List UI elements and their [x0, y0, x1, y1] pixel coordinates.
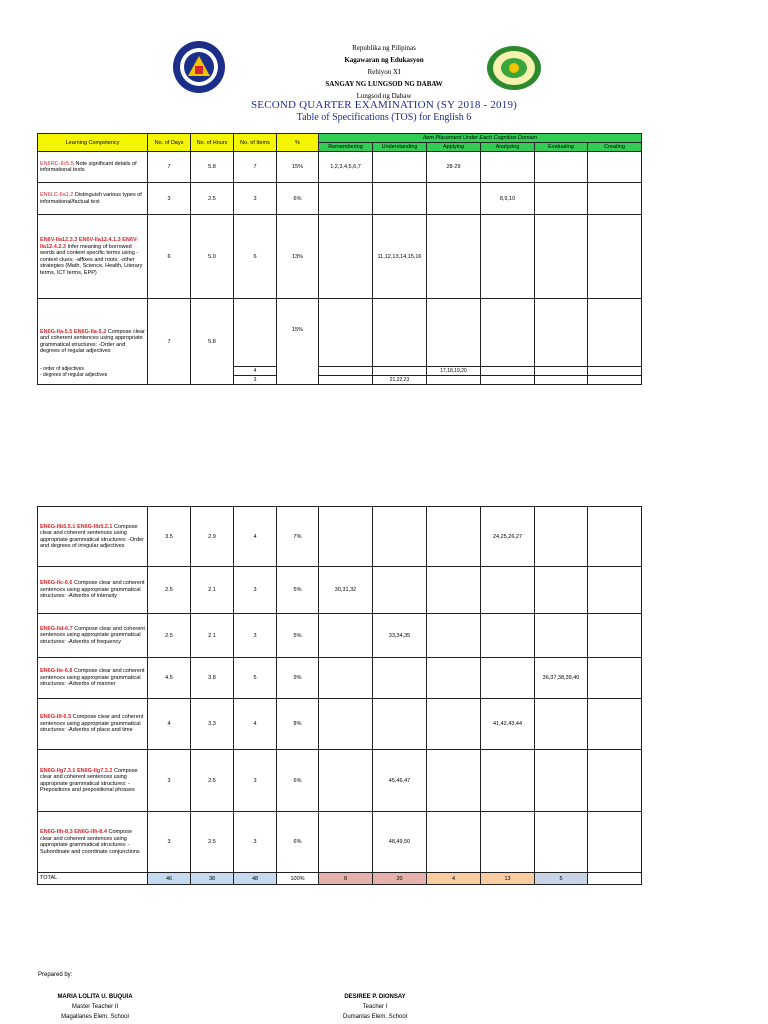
competency-text: Compose clear and coherent sentences using appropriate grammatical structures: -Adverbs of intensity — [40, 580, 145, 600]
items-cell: 7 — [234, 152, 277, 183]
evaluating-cell — [535, 215, 588, 299]
signatory-1-school: Magallanes Elem. School — [61, 1014, 129, 1020]
evaluating-cell — [535, 152, 588, 183]
hours-cell: 2.5 — [191, 812, 234, 873]
analyzing-cell: 8,9,10 — [481, 183, 535, 215]
table-row — [38, 614, 642, 658]
competency-code: EN6LC-IIa1.2 — [40, 192, 74, 198]
th-applying: Applying — [427, 143, 481, 152]
days-cell: 7 — [148, 152, 191, 183]
hours-cell: 3.3 — [191, 699, 234, 750]
subrow-labels — [40, 366, 107, 378]
applying-cell — [427, 567, 481, 614]
evaluating-cell — [535, 812, 588, 873]
evaluating-cell — [535, 367, 588, 376]
items-cell: 4 — [234, 699, 277, 750]
percent-cell: 7% — [277, 507, 319, 567]
competency-cell — [38, 507, 148, 567]
creating-cell — [588, 699, 642, 750]
competency-cell — [38, 614, 148, 658]
hours-cell: 2.9 — [191, 507, 234, 567]
table-row — [38, 699, 642, 750]
competency-code: EN6G-IIg7.3.1 EN6G-IIg7.3.2 — [40, 767, 113, 774]
competency-text: Compose clear and coherent sentences using appropriate grammatical structures: -Adverbs of place and time — [40, 714, 144, 734]
analyzing-cell — [481, 299, 535, 367]
table-row — [38, 658, 642, 699]
th-creating: Creating — [588, 143, 642, 152]
analyzing-cell — [481, 812, 535, 873]
creating-cell — [588, 567, 642, 614]
applying-cell — [427, 215, 481, 299]
percent-cell: 5% — [277, 567, 319, 614]
understanding-cell: 33,34,35 — [373, 614, 427, 658]
competency-cell — [38, 812, 148, 873]
hours-cell: 2.1 — [191, 567, 234, 614]
competency-code: EN6G-IIa-5.5 EN6G-IIa-5.2 — [40, 328, 107, 335]
competency-cell — [38, 658, 148, 699]
percent-cell: 8% — [277, 699, 319, 750]
remembering-cell — [319, 750, 373, 812]
applying-cell — [427, 750, 481, 812]
applying-cell — [427, 658, 481, 699]
understanding-cell — [373, 299, 427, 367]
hours-cell: 2.1 — [191, 614, 234, 658]
subrow-label-degrees: - degrees of regular adjectives — [40, 372, 108, 378]
evaluating-cell: 36,37,38,39,40 — [535, 658, 588, 699]
evaluating-cell — [535, 183, 588, 215]
days-cell: 6 — [148, 215, 191, 299]
items-cell: 3 — [234, 567, 277, 614]
total-analyzing: 13 — [481, 873, 535, 885]
total-items: 48 — [234, 873, 277, 885]
total-row — [38, 873, 642, 885]
creating-cell — [588, 658, 642, 699]
competency-cell — [38, 567, 148, 614]
applying-cell — [427, 507, 481, 567]
hours-cell: 3.8 — [191, 658, 234, 699]
competency-cell — [38, 699, 148, 750]
days-cell: 2.5 — [148, 567, 191, 614]
competency-code: EN6G-IIe-6.8 — [40, 668, 73, 675]
evaluating-cell — [535, 699, 588, 750]
percent-cell: 9% — [277, 658, 319, 699]
creating-cell — [588, 812, 642, 873]
percent-cell: 13% — [277, 215, 319, 299]
competency-cell — [38, 152, 148, 183]
creating-cell — [588, 152, 642, 183]
competency-text: Compose clear and coherent sentences using appropriate grammatical structures: -Prepositions and prepositional phrases — [40, 767, 138, 793]
remembering-cell — [319, 658, 373, 699]
creating-cell — [588, 299, 642, 367]
th-items: No. of Items — [234, 134, 277, 152]
days-cell: 4.5 — [148, 658, 191, 699]
applying-cell — [427, 812, 481, 873]
understanding-cell — [373, 183, 427, 215]
hours-cell: 2.5 — [191, 183, 234, 215]
percent-cell: 6% — [277, 750, 319, 812]
items-cell: 3 — [234, 812, 277, 873]
competency-text: Note significant details of informational texts — [40, 160, 137, 173]
items-cell: 3 — [234, 750, 277, 812]
understanding-cell: 21,22,23 — [373, 376, 427, 385]
competency-code: EN6V-IIa12.3.3 EN6V-IIa12.4.1.3 EN6V-IIa12.4.2.3 — [40, 237, 139, 250]
competency-cell — [38, 183, 148, 215]
percent-cell: 15% — [277, 299, 319, 385]
table-row — [38, 750, 642, 812]
evaluating-cell — [535, 299, 588, 367]
days-cell: 2.5 — [148, 614, 191, 658]
percent-cell: 6% — [277, 183, 319, 215]
table-row — [38, 299, 642, 367]
analyzing-cell — [481, 567, 535, 614]
remembering-cell — [319, 376, 373, 385]
understanding-cell — [373, 699, 427, 750]
table-row — [38, 567, 642, 614]
table-row — [38, 812, 642, 873]
understanding-cell — [373, 367, 427, 376]
table-row — [38, 215, 642, 299]
total-evaluating: 5 — [535, 873, 588, 885]
subrow-items: 3 — [234, 376, 277, 385]
competency-code: EN6G-IIb5.5.1 EN6G-IIb5.2.1 — [40, 523, 113, 530]
header-republika: Republika ng Pilipinas — [352, 44, 416, 52]
competency-text: Compose clear and coherent sentences using appropriate grammatical structures: -Order and degrees of irregular adjectives — [40, 523, 144, 549]
competency-code: EN6G-IIf-6.5 — [40, 714, 72, 721]
applying-cell: 28-29 — [427, 152, 481, 183]
analyzing-cell — [481, 215, 535, 299]
remembering-cell — [319, 183, 373, 215]
creating-cell — [588, 614, 642, 658]
signatory-2-name: DESIREE P. DIONSAY — [344, 994, 406, 1000]
remembering-cell — [319, 614, 373, 658]
signature-block-2 — [300, 994, 450, 1020]
days-cell: 4 — [148, 699, 191, 750]
creating-cell — [588, 183, 642, 215]
tos-subtitle: Table of Specifications (TOS) for English 6 — [296, 112, 472, 123]
competency-text: Infer meaning of borrowed words and content specific terms using -context clues; -affixes and roots; -other strategies (Math, Science, Health, Literary terms, ICT terms, EPP) — [40, 243, 143, 276]
percent-cell: 6% — [277, 812, 319, 873]
evaluating-cell — [535, 507, 588, 567]
remembering-cell — [319, 812, 373, 873]
signatory-1-title: Master Teacher II — [71, 1004, 119, 1010]
signatory-2-school: Dumanlas Elem. School — [342, 1014, 408, 1020]
remembering-cell: 1,2,3,4,5,6,7 — [319, 152, 373, 183]
th-days: No. of Days — [148, 134, 191, 152]
analyzing-cell — [481, 614, 535, 658]
th-competency: Learning Competency — [38, 134, 148, 152]
exam-title: SECOND QUARTER EXAMINATION (SY 2018 - 2019) — [250, 99, 518, 111]
total-percent: 100% — [277, 873, 319, 885]
analyzing-cell: 24,25,26,27 — [481, 507, 535, 567]
remembering-cell: 30,31,32 — [319, 567, 373, 614]
table-row — [38, 183, 642, 215]
prepared-by-label: Prepared by: — [38, 972, 73, 978]
competency-text: Compose clear and coherent sentences using appropriate grammatical structures: -Adverbs of manner — [40, 668, 145, 688]
analyzing-cell — [481, 152, 535, 183]
items-cell — [234, 299, 277, 367]
table-row — [38, 507, 642, 567]
days-cell: 7 — [148, 299, 191, 385]
analyzing-cell — [481, 376, 535, 385]
hours-cell: 2.5 — [191, 750, 234, 812]
remembering-cell — [319, 367, 373, 376]
total-applying: 4 — [427, 873, 481, 885]
items-cell: 4 — [234, 507, 277, 567]
evaluating-cell — [535, 750, 588, 812]
competency-text: Distinguish various types of informational/factual text — [40, 192, 142, 205]
understanding-cell — [373, 152, 427, 183]
header-lungsod: Lungsod ng Dabaw — [356, 92, 412, 100]
header-rehiyon: Rehiyon XI — [367, 68, 401, 76]
th-analyzing: Analyzing — [481, 143, 535, 152]
applying-cell — [427, 299, 481, 367]
signature-block-1 — [20, 994, 170, 1020]
competency-text: Compose clear and coherent sentences using appropriate grammatical structures: -Order and degrees of regular adjectives — [40, 328, 145, 354]
letterhead — [0, 42, 768, 102]
header-sangay: SANGAY NG LUNGSOD NG DABAW — [325, 80, 443, 88]
understanding-cell — [373, 507, 427, 567]
subrow-items: 4 — [234, 367, 277, 376]
header-kagawaran: Kagawaran ng Edukasyon — [344, 56, 424, 64]
analyzing-cell — [481, 658, 535, 699]
understanding-cell: 48,49,50 — [373, 812, 427, 873]
creating-cell — [588, 367, 642, 376]
total-creating — [588, 873, 642, 885]
creating-cell — [588, 507, 642, 567]
evaluating-cell — [535, 376, 588, 385]
analyzing-cell: 41,42,43,44 — [481, 699, 535, 750]
total-label: TOTAL — [38, 873, 148, 885]
competency-code: EN6G-IIc-6.6 — [40, 580, 73, 587]
tos-table-top — [37, 133, 642, 385]
items-cell: 3 — [234, 614, 277, 658]
percent-cell: 15% — [277, 152, 319, 183]
remembering-cell — [319, 507, 373, 567]
percent-cell: 5% — [277, 614, 319, 658]
total-understanding: 20 — [373, 873, 427, 885]
items-cell: 3 — [234, 183, 277, 215]
total-hours: 38 — [191, 873, 234, 885]
th-hours: No. of Hours — [191, 134, 234, 152]
th-domain-title: Item Placement Under Each Cognitive Domain — [319, 134, 642, 143]
subrow-label-order: - order of adjectives — [40, 366, 84, 372]
signatory-2-title: Teacher I — [362, 1004, 388, 1010]
applying-cell — [427, 183, 481, 215]
competency-code: EN6G-IId-6.7 — [40, 625, 73, 632]
hours-cell: 5.8 — [191, 152, 234, 183]
table-row — [38, 152, 642, 183]
competency-text: Compose clear and coherent sentences using appropriate grammatical structures: -Subordinate and coordinate conjunctions — [40, 829, 140, 855]
header-row — [38, 134, 642, 143]
competency-cell — [38, 215, 148, 299]
analyzing-cell — [481, 750, 535, 812]
applying-cell — [427, 699, 481, 750]
understanding-cell — [373, 567, 427, 614]
creating-cell — [588, 215, 642, 299]
remembering-cell — [319, 699, 373, 750]
total-remembering: 8 — [319, 873, 373, 885]
days-cell: 3.5 — [148, 507, 191, 567]
understanding-cell: 45,46,47 — [373, 750, 427, 812]
applying-cell: 17,18,19,20 — [427, 367, 481, 376]
creating-cell — [588, 376, 642, 385]
evaluating-cell — [535, 567, 588, 614]
creating-cell — [588, 750, 642, 812]
hours-cell: 5.0 — [191, 215, 234, 299]
th-understanding: Understanding — [373, 143, 427, 152]
th-evaluating: Evaluating — [535, 143, 588, 152]
tos-table-bottom — [37, 506, 642, 885]
competency-code: EN6G-IIh-8.3 EN6G-IIh-8.4 — [40, 829, 107, 835]
competency-code: EN6RC-IIc5.5 — [40, 160, 74, 167]
items-cell: 5 — [234, 658, 277, 699]
understanding-cell: 11,12,13,14,15,16 — [373, 215, 427, 299]
evaluating-cell — [535, 614, 588, 658]
days-cell: 3 — [148, 183, 191, 215]
competency-cell — [38, 750, 148, 812]
signatory-1-name: MARIA LOLITA U. BUQUIA — [57, 994, 133, 1000]
analyzing-cell — [481, 367, 535, 376]
days-cell: 3 — [148, 750, 191, 812]
competency-text: Compose clear and coherent sentences using appropriate grammatical structures: -Adverbs of frequency — [40, 625, 145, 645]
remembering-cell — [319, 299, 373, 367]
applying-cell — [427, 376, 481, 385]
th-remembering: Remembering — [319, 143, 373, 152]
items-cell: 6 — [234, 215, 277, 299]
days-cell: 3 — [148, 812, 191, 873]
applying-cell — [427, 614, 481, 658]
hours-cell: 5.8 — [191, 299, 234, 385]
remembering-cell — [319, 215, 373, 299]
total-days: 46 — [148, 873, 191, 885]
th-percent: % — [277, 134, 319, 152]
understanding-cell — [373, 658, 427, 699]
